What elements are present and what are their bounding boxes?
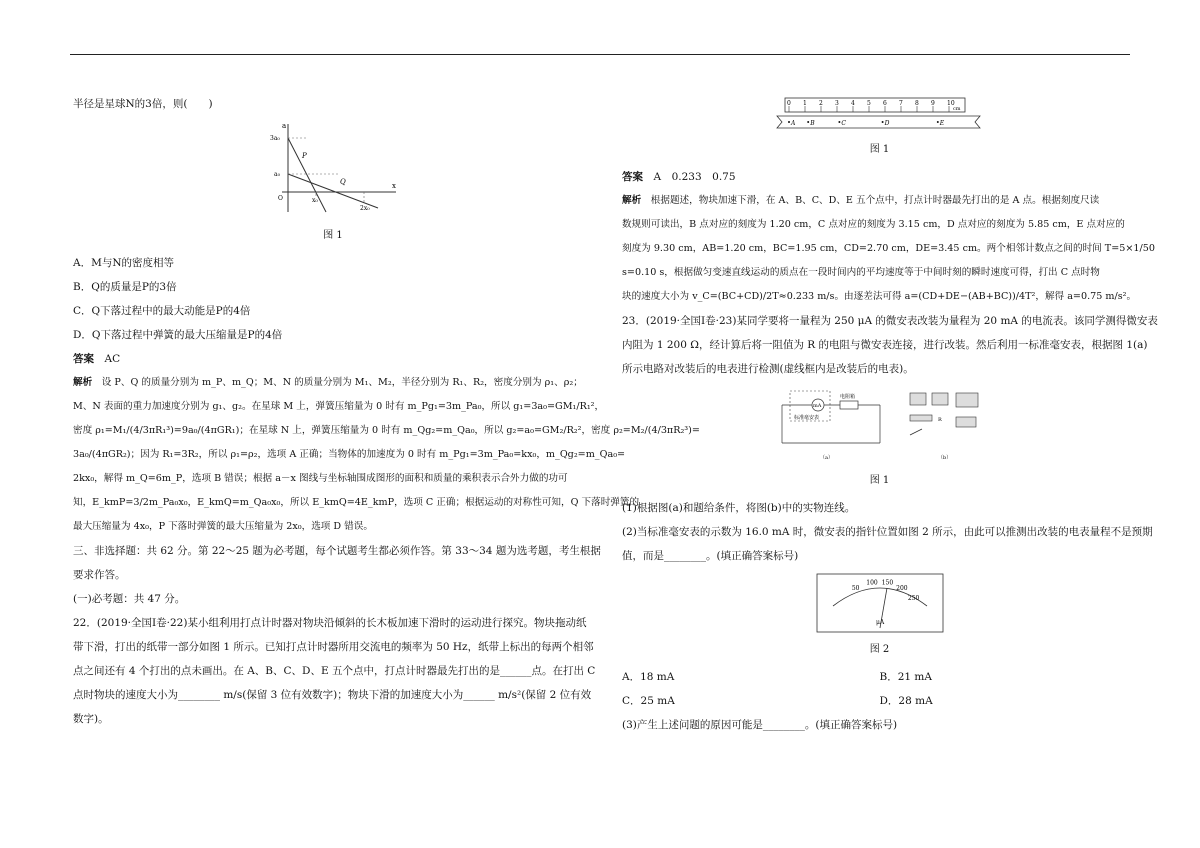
ruler-tick-label: 3 (834, 100, 839, 107)
q22-line: 22．(2019·全国Ⅰ卷·22)某小组利用打点计时器对物块沿倾斜的长木板加速下滑时的运动进行探究。物块拖动纸 (73, 617, 587, 629)
option-d: D．Q下落过程中弹簧的最大压缩量是P的4倍 (73, 329, 283, 341)
q22-line: 带下滑，打出的纸带一部分如图 1 所示。已知打点计时器所用交流电的频率为 50 Hz，纸带上标出的每两个相邻 (73, 641, 594, 653)
answer-row (73, 347, 593, 371)
analysis-line: M、N 表面的重力加速度分别为 g₁、g₂。在星球 M 上，弹簧压缩量为 0 时有 m_Pg₁=3m_Pa₀，所以 g₁=3a₀=GM₁/R₁²， (73, 401, 605, 412)
option-row (622, 665, 1137, 689)
ruler-tick-label: 4 (850, 100, 855, 107)
tick-x0: x₀ (312, 197, 318, 204)
answer-label: 答案 (622, 171, 643, 183)
switch-icon (910, 429, 922, 435)
dial-tick-label: 200 (895, 584, 908, 592)
option-d: D．28 mA (879, 695, 933, 707)
option-b: B．Q的质量是P的3倍 (73, 281, 177, 293)
q23-line: 所示电路对改装后的电表进行检测(虚线框内是改装后的电表)。 (622, 363, 914, 375)
ruler-tick-label: 2 (818, 100, 823, 107)
analysis-line: 块的速度大小为 v_C=(BC+CD)/2T≈0.233 m/s。由逐差法可得 a=(CD+DE−(AB+BC))/4T²，解得 a=0.75 m/s²。 (622, 291, 1137, 302)
right-column (622, 96, 1158, 737)
dial-tick-label: 50 (851, 584, 859, 592)
microammeter-dial (815, 572, 945, 634)
fig1-caption: 图 1 (323, 230, 343, 241)
answer-label: 答案 (73, 353, 94, 365)
answer-value: A 0.233 0.75 (653, 171, 736, 183)
ruler-tape-figure (775, 96, 985, 134)
meter-device-icon (932, 393, 948, 405)
q22-line: 数字)。 (73, 713, 109, 725)
ruler-tick-label: 5 (866, 100, 871, 107)
q23-sub3: (3)产生上述问题的原因可能是________。(填正确答案标号) (622, 719, 898, 731)
analysis-line: 数规则可读出，B 点对应的刻度为 1.20 cm，C 点对应的刻度为 3.15 cm，D 点对应的刻度为 5.85 cm，E 点对应的 (622, 219, 1125, 230)
fig-b-label: （b） (937, 455, 951, 461)
answer-row (622, 165, 1137, 189)
tape-point (788, 121, 790, 123)
meter-device-icon (910, 393, 926, 405)
dial-tick-label: 250 (907, 594, 919, 602)
ruler-tick-label: 10 (946, 100, 955, 107)
fig1b-caption: 图 1 (869, 475, 890, 486)
answer-value: AC (104, 353, 121, 365)
tape-point (807, 121, 809, 123)
tick-2x0: 2x₀ (360, 205, 370, 212)
option-a: A．18 mA (622, 671, 675, 683)
analysis-line: 刻度为 9.30 cm，AB=1.20 cm，BC=1.95 cm，CD=2.70 cm，DE=3.45 cm。两个相邻计数点之间的时间 T=5×1/50 (622, 243, 1155, 254)
ruler-tick-label: 8 (914, 100, 919, 107)
analysis-line: 2kx₀，解得 m_Q=6m_P，选项 B 错误；根据 a－x 图线与坐标轴围成图形的面积和质量的乘积表示合外力做的功可 (73, 473, 568, 484)
analysis-line: 密度 ρ₁=M₁/(4/3πR₁³)=9a₀/(4πGR₁)；在星球 N 上，弹簧压缩量为 0 时有 m_Qg₂=m_Qa₀，所以 g₂=a₀=GM₂/R₂²，密度 ρ₂=M₂/(4/3πR₂³)= (73, 425, 700, 436)
analysis-label: 解析 (73, 377, 93, 388)
x-axis-label: x (392, 182, 396, 190)
section-heading: 三、非选择题：共 62 分。第 22～25 题为必考题，每个试题考生都必须作答。第 33～34 题为选考题，考生根据 (73, 545, 601, 557)
a-x-graph (268, 120, 398, 220)
option-c: C．Q下落过程中的最大动能是P的4倍 (73, 305, 251, 317)
resistor-box-icon (840, 401, 858, 409)
q23-line: 23．(2019·全国Ⅰ卷·23)某同学要将一量程为 250 μA 的微安表改装为量程为 20 mA 的电流表。该同学测得微安表 (622, 315, 1158, 327)
option-b: B．21 mA (879, 671, 932, 683)
tape-point-label: D (884, 120, 889, 127)
fig2-caption: 图 2 (869, 644, 890, 655)
q23-sub2-cont: 值，而是________。(填正确答案标号) (622, 550, 799, 562)
analysis-line: 解析 根据题述，物块加速下滑，在 A、B、C、D、E 五个点中，打点计时器最先打出的是 A 点。根据刻度尺读 (622, 195, 1100, 206)
resistor-device-icon (910, 415, 932, 421)
option-c: C．25 mA (622, 695, 675, 707)
label-Q: Q (340, 178, 346, 186)
origin-label: O (278, 195, 283, 202)
ruler-tick-label: 6 (882, 100, 887, 107)
std-meter-label: 标准毫安表 (793, 415, 819, 421)
battery-icon (956, 417, 976, 427)
q22-line: 点时物块的速度大小为________ m/s(保留 3 位有效数字)；物块下滑的加速度大小为______ m/s²(保留 2 位有效 (73, 689, 592, 701)
resistance-box-icon (956, 393, 978, 407)
dial-tick-label: 100 (865, 579, 878, 587)
r-label: R (937, 417, 942, 423)
tape-point-label: E (939, 120, 944, 127)
q23-sub2: (2)当标准毫安表的示数为 16.0 mA 时，微安表的指针位置如图 2 所示，由此可以推测出改装的电表量程不是预期 (622, 526, 1153, 538)
tick-3a0: 3a₀ (270, 135, 280, 142)
tape-point-label: A (790, 120, 795, 127)
y-axis-label: a (282, 122, 287, 130)
section-heading-cont: 要求作答。 (73, 569, 126, 581)
fig-a-label: （a） (819, 455, 833, 461)
ruler-tick-label: 9 (930, 100, 935, 107)
q23-line: 内阻为 1 200 Ω，经计算后将一阻值为 R 的电阻与微安表连接，进行改装。然后利用一标准毫安表，根据图 1(a) (622, 339, 1148, 351)
ruler-tick-label: 7 (898, 100, 903, 107)
analysis-line: 知，E_kmP=3/2m_Pa₀x₀，E_kmQ=m_Qa₀x₀，所以 E_kmQ=4E_kmP，选项 C 正确；根据运动的对称性可知，Q 下落时弹簧的 (73, 497, 640, 508)
tape-point (838, 121, 840, 123)
tape-point (881, 121, 883, 123)
q23-sub1: (1)根据图(a)和题给条件，将图(b)中的实物连线。 (622, 502, 856, 514)
fig1-caption-right: 图 1 (869, 144, 890, 155)
analysis-line: 最大压缩量为 4x₀，P 下落时弹簧的最大压缩量为 2x₀，选项 D 错误。 (73, 521, 373, 532)
circuit-figure (760, 385, 1000, 465)
ruler-unit: cm (952, 106, 961, 112)
option-row (622, 689, 1137, 713)
ruler-tick-label: 0 (786, 100, 791, 107)
question-intro: 半径是星球N的3倍，则( ) (73, 98, 213, 110)
analysis-line: 3a₀/(4πGR₂)；因为 R₁=3R₂，所以 ρ₁=ρ₂，选项 A 正确；当物体的加速度为 0 时有 m_Pg₁=3m_Pa₀=kx₀，m_Qg₂=m_Qa₀= (73, 449, 626, 460)
option-a: A．M与N的密度相等 (73, 257, 175, 269)
sub-section: (一)必考题：共 47 分。 (73, 593, 186, 605)
analysis-line: 解析 设 P、Q 的质量分别为 m_P、m_Q；M、N 的质量分别为 M₁、M₂，半径分别为 R₁、R₂，密度分别为 ρ₁、ρ₂； (73, 377, 583, 388)
resistor-box-label: 电阻箱 (839, 394, 855, 400)
tape-point-label: B (809, 120, 815, 127)
tick-a0: a₀ (274, 171, 280, 178)
analysis-line: s=0.10 s，根据做匀变速直线运动的质点在一段时间内的平均速度等于中间时刻的瞬时速度可得，打出 C 点时物 (622, 267, 1100, 278)
header-rule (70, 54, 1130, 55)
analysis-label: 解析 (622, 195, 642, 206)
tape-point-label: C (840, 120, 846, 127)
label-P: P (302, 152, 307, 160)
ma-label: mA (812, 403, 821, 409)
q22-line: 点之间还有 4 个打出的点未画出。在 A、B、C、D、E 五个点中，打点计时器最先打出的是______点。在打出 C (73, 665, 596, 677)
dial-tick-label: 150 (881, 579, 893, 587)
meter-unit: μA (875, 619, 884, 626)
ruler-tick-label: 1 (802, 100, 807, 107)
tape-point (936, 121, 938, 123)
